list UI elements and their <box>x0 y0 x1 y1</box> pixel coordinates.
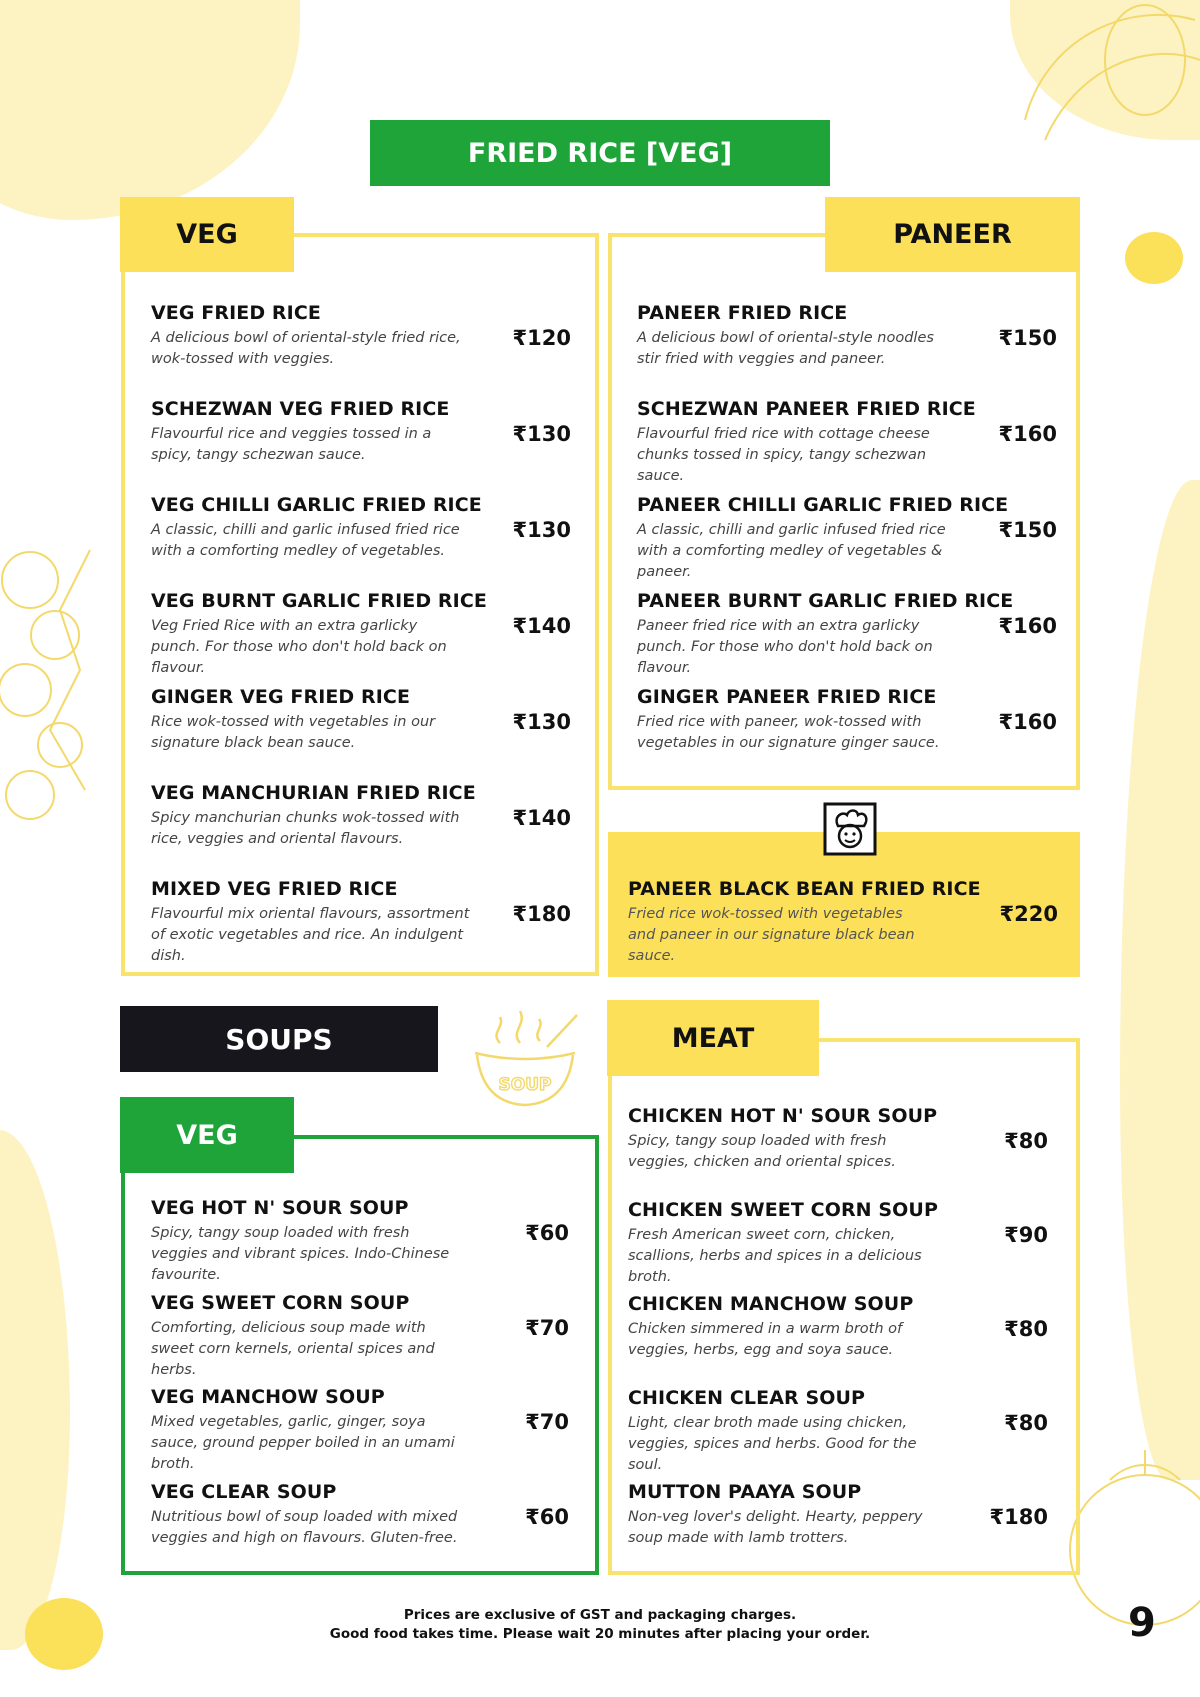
item-name: VEG MANCHOW SOUP <box>151 1386 385 1408</box>
page-number: 9 <box>1128 1600 1156 1646</box>
item-name: SCHEZWAN VEG FRIED RICE <box>151 398 450 420</box>
item-price: ₹220 <box>999 902 1058 926</box>
item-description: Spicy, tangy soup loaded with fresh veggies, chicken and oriental spices. <box>628 1133 896 1170</box>
item-price: ₹130 <box>512 518 571 542</box>
item-price: ₹80 <box>1004 1317 1048 1341</box>
item-price: ₹150 <box>998 518 1057 542</box>
item-description: Non-veg lover's delight. Hearty, peppery soup made with lamb trotters. <box>628 1509 923 1546</box>
item-name: CHICKEN MANCHOW SOUP <box>628 1293 914 1315</box>
menu-item <box>151 494 571 562</box>
soup-bowl-icon <box>465 1003 585 1113</box>
menu-item <box>151 1386 569 1475</box>
item-price: ₹140 <box>512 614 571 638</box>
item-price: ₹180 <box>989 1505 1048 1529</box>
item-price: ₹180 <box>512 902 571 926</box>
soup-bowl-text: SOUP <box>498 1075 552 1095</box>
menu-item <box>628 1481 1048 1549</box>
item-description: A classic, chilli and garlic infused fried rice with a comforting medley of vegetables & paneer. <box>637 522 946 580</box>
item-price: ₹160 <box>998 614 1057 638</box>
bg-blob-top-left <box>0 0 300 220</box>
page-title: FRIED RICE [VEG] <box>370 120 830 186</box>
item-name: VEG MANCHURIAN FRIED RICE <box>151 782 476 804</box>
item-description: Spicy, tangy soup loaded with fresh veggies and vibrant spices. Indo-Chinese favourite. <box>151 1225 450 1283</box>
item-name: SCHEZWAN PANEER FRIED RICE <box>637 398 976 420</box>
menu-item <box>637 398 1057 487</box>
menu-item <box>637 302 1057 370</box>
item-price: ₹80 <box>1004 1129 1048 1153</box>
item-name: PANEER BLACK BEAN FRIED RICE <box>628 878 981 900</box>
menu-item <box>151 1197 569 1286</box>
item-price: ₹160 <box>998 710 1057 734</box>
item-price: ₹130 <box>512 422 571 446</box>
item-description: Light, clear broth made using chicken, veggies, spices and herbs. Good for the soul. <box>628 1415 917 1473</box>
item-price: ₹70 <box>525 1315 569 1340</box>
item-name: PANEER CHILLI GARLIC FRIED RICE <box>637 494 1009 516</box>
item-name: PANEER BURNT GARLIC FRIED RICE <box>637 590 1014 612</box>
item-name: CHICKEN HOT N' SOUR SOUP <box>628 1105 938 1127</box>
item-description: Flavourful fried rice with cottage cheese chunks tossed in spicy, tangy schezwan sauce. <box>637 426 930 484</box>
item-price: ₹60 <box>525 1504 569 1529</box>
veg-rice-tab: VEG <box>120 197 294 272</box>
item-description: A delicious bowl of oriental-style noodles stir fried with veggies and paneer. <box>637 330 934 367</box>
item-description: Veg Fried Rice with an extra garlicky punch. For those who don't hold back on flavour. <box>151 618 447 676</box>
footer-note <box>0 1606 1200 1644</box>
item-description: A classic, chilli and garlic infused fried rice with a comforting medley of vegetables. <box>151 522 460 559</box>
item-description: Flavourful mix oriental flavours, assortment of exotic vegetables and rice. An indulgent dish. <box>151 906 470 964</box>
paneer-rice-tab: PANEER <box>825 197 1080 272</box>
item-name: CHICKEN SWEET CORN SOUP <box>628 1199 938 1221</box>
menu-item <box>151 398 571 466</box>
item-price: ₹150 <box>998 326 1057 350</box>
item-name: VEG SWEET CORN SOUP <box>151 1291 410 1314</box>
menu-item <box>151 878 571 967</box>
item-name: VEG CHILLI GARLIC FRIED RICE <box>151 494 482 516</box>
footer-line-2: Good food takes time. Please wait 20 minutes after placing your order. <box>329 1626 871 1642</box>
menu-item <box>151 590 571 679</box>
item-price: ₹60 <box>525 1221 569 1245</box>
veg-soup-tab: VEG <box>120 1097 294 1173</box>
menu-item <box>628 1105 1048 1173</box>
item-description: Paneer fried rice with an extra garlicky punch. For those who don't hold back on flavour. <box>637 618 933 676</box>
item-price: ₹70 <box>525 1410 569 1434</box>
menu-item <box>151 686 571 754</box>
chef-icon <box>823 802 877 856</box>
item-price: ₹120 <box>512 326 571 350</box>
item-description: Chicken simmered in a warm broth of veggies, herbs, egg and soya sauce. <box>628 1321 903 1358</box>
vegetable-sketch-top-right <box>1005 0 1200 160</box>
item-description: Rice wok-tossed with vegetables in our signature black bean sauce. <box>151 714 436 751</box>
menu-item <box>637 686 1057 754</box>
item-description: Fresh American sweet corn, chicken, scallions, herbs and spices in a delicious broth. <box>628 1227 922 1285</box>
meat-soup-tab: MEAT <box>607 1000 819 1076</box>
menu-item <box>151 1481 569 1549</box>
bg-blob-right <box>1120 480 1200 1480</box>
item-description: Fried rice with paneer, wok-tossed with vegetables in our signature ginger sauce. <box>637 714 940 751</box>
item-name: MIXED VEG FRIED RICE <box>151 878 398 900</box>
bg-blob-left <box>0 1130 70 1650</box>
item-price: ₹90 <box>1004 1223 1048 1247</box>
menu-item <box>151 302 571 370</box>
vegetable-sketch-left <box>0 540 110 840</box>
item-price: ₹80 <box>1004 1411 1048 1435</box>
menu-item <box>628 1293 1048 1361</box>
item-description: Spicy manchurian chunks wok-tossed with rice, veggies and oriental flavours. <box>151 810 460 847</box>
item-name: CHICKEN CLEAR SOUP <box>628 1387 866 1409</box>
item-name: VEG BURNT GARLIC FRIED RICE <box>151 590 487 612</box>
item-name: PANEER FRIED RICE <box>637 302 848 324</box>
item-description: Nutritious bowl of soup loaded with mixed veggies and high on flavours. Gluten-free. <box>151 1508 458 1546</box>
menu-item <box>151 782 571 850</box>
item-description: Flavourful rice and veggies tossed in a spicy, tangy schezwan sauce. <box>151 426 432 463</box>
item-name: GINGER PANEER FRIED RICE <box>637 686 937 708</box>
item-description: Fried rice wok-tossed with vegetables and paneer in our signature black bean sauce. <box>628 906 915 964</box>
menu-item <box>151 1292 569 1381</box>
item-description: A delicious bowl of oriental-style fried rice, wok-tossed with veggies. <box>151 330 461 367</box>
item-description: Comforting, delicious soup made with sweet corn kernels, oriental spices and herbs. <box>151 1319 435 1378</box>
footer-line-1: Prices are exclusive of GST and packaging charges. <box>403 1607 797 1623</box>
soups-title: SOUPS <box>120 1006 438 1072</box>
item-name: MUTTON PAAYA SOUP <box>628 1481 862 1503</box>
item-description: Mixed vegetables, garlic, ginger, soya sauce, ground pepper boiled in an umami broth. <box>151 1414 455 1472</box>
menu-item <box>628 1199 1048 1288</box>
item-price: ₹160 <box>998 422 1057 446</box>
menu-item <box>637 494 1057 583</box>
item-name: VEG CLEAR SOUP <box>151 1480 337 1503</box>
bg-dot-right <box>1125 232 1183 284</box>
item-name: VEG HOT N' SOUR SOUP <box>151 1197 409 1219</box>
item-name: GINGER VEG FRIED RICE <box>151 686 411 708</box>
item-name: VEG FRIED RICE <box>151 302 321 324</box>
special-dish <box>628 878 1058 967</box>
item-price: ₹140 <box>512 806 571 830</box>
menu-item <box>637 590 1057 679</box>
item-price: ₹130 <box>512 710 571 734</box>
menu-item <box>628 1387 1048 1476</box>
